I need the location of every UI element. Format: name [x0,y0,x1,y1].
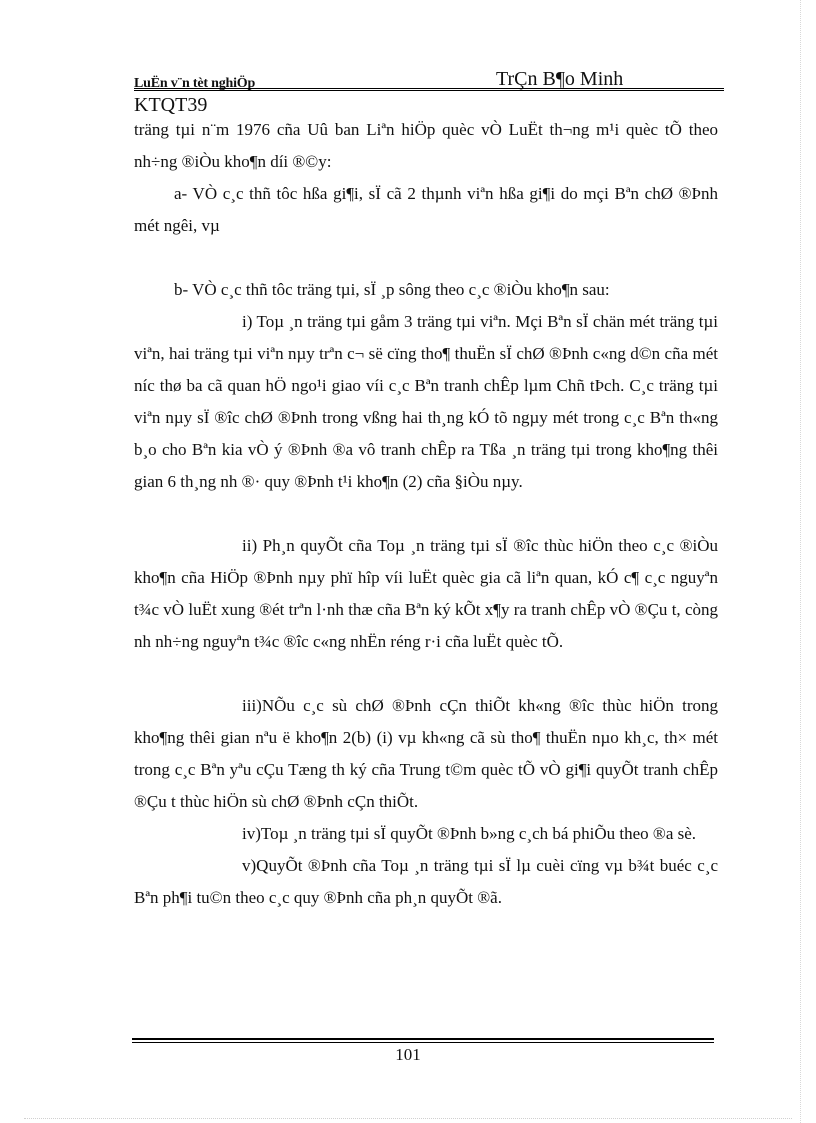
paragraph-a: a- VÒ c¸c thñ tôc hßa gi¶i, sÏ cã 2 thµnh viªn hßa gi¶i do mçi Bªn chØ ®Þnh mét ngêi, vµ [134,184,718,235]
page-number: 101 [395,1045,421,1064]
paragraph-iii: iii)NÕu c¸c sù chØ ®Þnh cÇn thiÕt kh«ng ®îc thùc hiÖn trong kho¶ng thêi gian nªu ë kho¶n 2(b) (i) vµ kh«ng cã sù tho¶ thuËn nµo kh¸c, th× mét trong c¸c Bªn yªu cÇu Tæng th ký cña Trung t©m quèc tÕ vÒ gi¶i quyÕt tranh chÊp ®Çu t thùc hiÖn sù chØ ®Þnh cÇn thiÕt. [134,696,718,811]
paragraph-intro: träng tµi n¨m 1976 cña Uû ban Liªn hiÖp quèc vÒ LuËt th¬ng m¹i quèc tÕ theo nh÷ng ®iÒu kho¶n díi ®©y: [134,120,718,171]
paragraph-b: b- VÒ c¸c thñ tôc träng tµi, sÏ ¸p sông theo c¸c ®iÒu kho¶n sau: [174,280,610,299]
spacer [134,658,718,690]
page-edge-right [800,0,801,1123]
paragraph-v: v)QuyÕt ®Þnh cña Toµ ¸n träng tµi sÏ lµ cuèi cïng vµ b¾t buéc c¸c Bªn ph¶i tu©n theo c¸c quy ®Þnh cña ph¸n quyÕt ®ã. [134,856,718,907]
page-edge-bottom [24,1118,792,1119]
spacer [134,242,718,274]
header-divider [134,88,724,91]
spacer [134,498,718,530]
class-code: KTQT39 [134,94,208,116]
paragraph-ii: ii) Ph¸n quyÕt cña Toµ ¸n träng tµi sÏ ®îc thùc hiÖn theo c¸c ®iÒu kho¶n cña HiÖp ®Þnh nµy phï hîp víi luËt quèc gia cã liªn quan, kÓ c¶ c¸c nguyªn t¾c vÒ luËt xung ®ét trªn l·nh thæ cña Bªn ký kÕt x¶y ra tranh chÊp vÒ ®Çu t, còng nh nh÷ng nguyªn t¾c ®îc c«ng nhËn réng r·i cña luËt quèc tÕ. [134,536,718,651]
paragraph-i: i) Toµ ¸n träng tµi gåm 3 träng tµi viªn. Mçi Bªn sÏ chän mét träng tµi viªn, hai träng tµi viªn nµy trªn c¬ së cïng tho¶ thuËn sÏ chØ ®Þnh c«ng d©n cña mét níc thø ba cã quan hÖ ngo¹i giao víi c¸c Bªn tranh chÊp lµm Chñ tÞch. C¸c träng tµi viªn nµy sÏ ®îc chØ ®Þnh trong vßng hai th¸ng kÓ tõ ngµy mét trong c¸c Bªn th«ng b¸o cho Bªn kia vÒ ý ®Þnh ®a vô tranh chÊp ra Tßa ¸n träng tµi trong kho¶ng thêi gian 6 th¸ng nh ®· quy ®Þnh t¹i kho¶n (2) cña §iÒu nµy. [134,312,718,491]
paragraph-iv: iv)Toµ ¸n träng tµi sÏ quyÕt ®Þnh b»ng c¸ch bá phiÕu theo ®a sè. [242,824,697,843]
author-name: TrÇn B¶o Minh [496,68,624,90]
document-title: LuËn v¨n tèt nghiÖp [134,76,256,91]
body-text [134,114,718,914]
footer-divider [132,1038,714,1043]
